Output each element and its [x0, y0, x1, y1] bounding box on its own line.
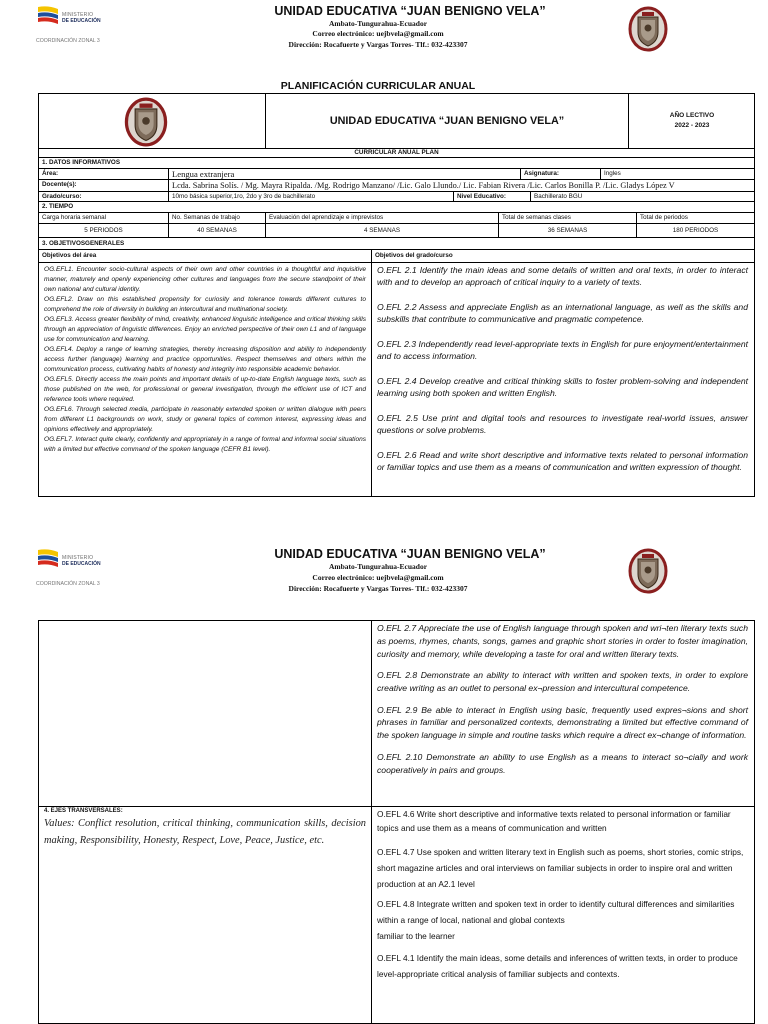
grade-label: Grado/curso: — [38, 191, 168, 201]
school-city: Ambato-Tungurahua-Ecuador — [328, 562, 428, 571]
grade-objective-item: O.EFL 2.8 Demonstrate an ability to interact with written and spoken texts, in order to explore creative writing as an outlet to personal ex¬pression and intercultural competence. — [377, 670, 748, 694]
year-label: AÑO LECTIVO — [669, 112, 715, 119]
subject-label: Asignatura: — [520, 168, 600, 179]
school-address: Dirección: Rocafuerte y Vargas Torres- Tlf.: 032-423307 — [288, 40, 468, 49]
grade-objectives-continued-cell — [371, 620, 754, 806]
time-header-work-weeks: No. Semanas de trabajo — [168, 212, 265, 223]
table-school-cell — [265, 93, 628, 148]
time-value-work-weeks: 40 SEMANAS — [168, 223, 265, 237]
section-1-heading: 1. DATOS INFORMATIVOS — [38, 157, 754, 168]
values-text: Values: Conflict resolution, critical thinking, communication skills, decision making, Responsibility, Honesty, Respect, Love, Peace, Justice, etc. — [44, 818, 366, 846]
ministry-zone-label: COORDINACIÓN ZONAL 3 — [36, 581, 100, 587]
grade-objectives-header: Objetivos del grado/curso — [371, 249, 754, 262]
grade-objective-item: O.EFL 2.9 Be able to interact in English using basic, frequently used expres¬sions and short phrases in familiar and personalized contexts, demonstrating a limited but effective command of the spoken language in simple and routine tasks which require a direct ex¬change of information. — [377, 704, 748, 741]
grade-objective-item: O.EFL 2.5 Use print and digital tools and resources to investigate real-world issues, answer questions or solve problems. — [377, 413, 748, 436]
grade-objective-item: O.EFL 2.10 Demonstrate an ability to use English as a means to interact so¬cially and work cooperatively in pairs and groups. — [377, 751, 748, 775]
ministry-zone-label: COORDINACIÓN ZONAL 3 — [36, 38, 100, 44]
plan-table — [38, 93, 755, 497]
grade-objectives-cell — [371, 262, 754, 497]
grade-objectives-level4-cell — [371, 806, 754, 1024]
area-objective-item: OG.EFL2. Draw on this established propensity for curiosity and tolerance towards different cultures to comprehend the role of diversity in building an intercultural and multinational society. — [44, 296, 366, 313]
table-school-name: UNIDAD EDUCATIVA “JUAN BENIGNO VELA” — [329, 115, 565, 127]
empty-left-cell — [38, 620, 371, 806]
area-objectives-cell — [38, 262, 371, 497]
level-value: Bachillerato BGU — [530, 191, 754, 201]
school-city: Ambato-Tungurahua-Ecuador — [328, 19, 428, 28]
grade-objective-item: O.EFL 4.6 Write short descriptive and informative texts related to personal information or familiar topics and use them as a means of communication and written — [377, 809, 731, 833]
school-title: UNIDAD EDUCATIVA “JUAN BENIGNO VELA” — [274, 547, 546, 561]
teachers-value: Lcda. Sabrina Solís. / Mg. Mayra Ripalda. /Mg. Rodrigo Manzano/ /Lic. Galo Llundo./ Lic. Fabian Rivera /Lic. Carlos Bonilla P. /Lic. Gladys López V — [168, 179, 754, 191]
grade-objective-item: O.EFL 2.2 Assess and appreciate English as an international language, as well as the skills and subskills that contribute to communicative and pragmatic competence. — [377, 302, 748, 325]
teachers-label: Docente(s): — [38, 179, 168, 191]
grade-objective-item: O.EFL 4.7 Use spoken and written literary text in English such as poems, short stories, comic strips, short magazine articles and oral interviews on familiar subjects in order to inspire oral and written production at an A2.1 level — [377, 847, 744, 889]
section-4-heading: 4. EJES TRANSVERSALES: — [44, 808, 123, 814]
time-header-periods: Total de periodos — [636, 212, 754, 223]
school-address: Dirección: Rocafuerte y Vargas Torres- Tlf.: 032-423307 — [288, 584, 468, 593]
school-email: Correo electrónico: uejbvela@gmail.com — [312, 29, 444, 38]
ministry-logo-line2: DE EDUCACIÓN — [62, 18, 101, 24]
ecuador-flag-icon — [36, 5, 60, 27]
grade-objective-item: O.EFL 2.7 Appreciate the use of English language through spoken and wri¬ten literary texts such as poems, rhymes, chants, songs, games and graphic short stories in order to foster imagination, curiosity and memory, while developing a taste for oral and written literary texts. — [377, 623, 748, 659]
area-value: Lengua extranjera — [168, 168, 520, 179]
year-value: 2022 - 2023 — [674, 122, 710, 129]
time-header-class-weeks: Total de semanas clases — [498, 212, 636, 223]
school-title: UNIDAD EDUCATIVA “JUAN BENIGNO VELA” — [274, 4, 546, 18]
area-objective-item: OG.EFL5. Directly access the main points and important details of up-to-date English language texts, such as those published on the web, for professional or general investigation, through the efficient use of ICT and reference tools where required. — [44, 376, 366, 403]
section-2-heading: 2. TIEMPO — [38, 201, 754, 212]
grade-objective-item: O.EFL 2.6 Read and write short descriptive and informative texts related to personal information or familiar topics and use them as a means of communication and written expression of thought. — [377, 450, 748, 473]
time-header-evaluation: Evaluación del aprendizaje e imprevistos — [265, 212, 498, 223]
area-label: Área: — [38, 168, 168, 179]
plan-table-continued — [38, 620, 755, 1024]
ministry-logo-line1: MINISTERIO — [62, 12, 94, 18]
grade-objective-item: O.EFL 2.1 Identify the main ideas and some details of written and oral texts, in order to interact with and to develop an approach of critical inquiry to a variety of texts. — [377, 265, 748, 288]
area-objective-item: OG.EFL4. Deploy a range of learning strategies, thereby increasing disposition and ability to independently access further (language) learning and practice opportunities. Respect themselves and others within the communication process, cultivating habits of honesty and integrity into responsible academic behavior. — [44, 346, 366, 373]
time-value-weekly-hours: 5 PERIODOS — [38, 223, 168, 237]
area-objective-item: OG.EFL1. Encounter socio-cultural aspects of their own and other countries in a thoughtful and inquisitive manner, maturely and openly experiencing other cultures and languages from the secure standpoint of their own national and cultural identity. — [44, 266, 366, 293]
area-objective-item: OG.EFL7. Interact quite clearly, confidently and appropriately in a range of formal and informal social situations with a limited but effective command of the spoken language (CEFR B1 level). — [44, 436, 366, 453]
grade-value: 10mo básica superior,1ro, 2do y 3ro de bachillerato — [168, 191, 453, 201]
ministry-logo — [36, 5, 116, 49]
time-value-evaluation: 4 SEMANAS — [265, 223, 498, 237]
school-crest-icon — [123, 97, 169, 147]
school-crest-icon — [628, 6, 668, 52]
time-header-weekly-hours: Carga horaria semanal — [38, 212, 168, 223]
plan-title: PLANIFICACIÓN CURRICULAR ANUAL — [280, 80, 476, 92]
ministry-logo-line1: MINISTERIO — [62, 555, 94, 561]
area-objectives-header: Objetivos del área — [38, 249, 371, 262]
ministry-logo-line2: DE EDUCACIÓN — [62, 561, 101, 567]
school-email: Correo electrónico: uejbvela@gmail.com — [312, 573, 444, 582]
table-year-cell — [628, 93, 754, 148]
level-label: Nivel Educativo: — [453, 191, 530, 201]
table-crest-cell — [38, 93, 265, 148]
grade-objective-item: O.EFL 2.4 Develop creative and critical thinking skills to foster problem-solving and independent learning using both spoken and written English. — [377, 376, 748, 399]
transversal-axes-cell — [38, 806, 371, 1024]
section-3-heading: 3. OBJETIVOSGENERALES — [38, 237, 754, 249]
grade-objective-item: O.EFL 4.1 Identify the main ideas, some details and inferences of written texts, in order to produce level-appropriate critical analysis of familiar subjects and contexts. — [377, 953, 738, 979]
grade-objective-item: O.EFL 4.8 Integrate written and spoken text in order to identify cultural differences and similarities within a range of local, national and global contexts — [377, 899, 735, 925]
plan-heading: CURRICULAR ANUAL PLAN — [38, 148, 754, 157]
school-crest-icon — [628, 548, 668, 594]
ministry-logo — [36, 548, 116, 592]
time-value-class-weeks: 36 SEMANAS — [498, 223, 636, 237]
grade-objective-item: O.EFL 2.3 Independently read level-appropriate texts in English for pure enjoyment/entertainment and to access information. — [377, 339, 748, 362]
grade-objective-item-continuation: familiar to the learner — [377, 931, 455, 941]
subject-value: Ingles — [600, 168, 754, 179]
area-objective-item: OG.EFL3. Access greater flexibility of mind, creativity, enhanced linguistic intelligence and critical thinking skills through an appreciation of linguistic differences. Enjoy an enriched perspective of their own L1 and of language use for communication and learning. — [44, 316, 366, 343]
time-value-periods: 180 PERIODOS — [636, 223, 754, 237]
area-objective-item: OG.EFL6. Through selected media, participate in reasonably extended spoken or written dialogue with peers from different L1 backgrounds on work, study or general topics of common interest, expressing ideas and opinions effectively and appropriately. — [44, 406, 366, 433]
ecuador-flag-icon — [36, 548, 60, 570]
